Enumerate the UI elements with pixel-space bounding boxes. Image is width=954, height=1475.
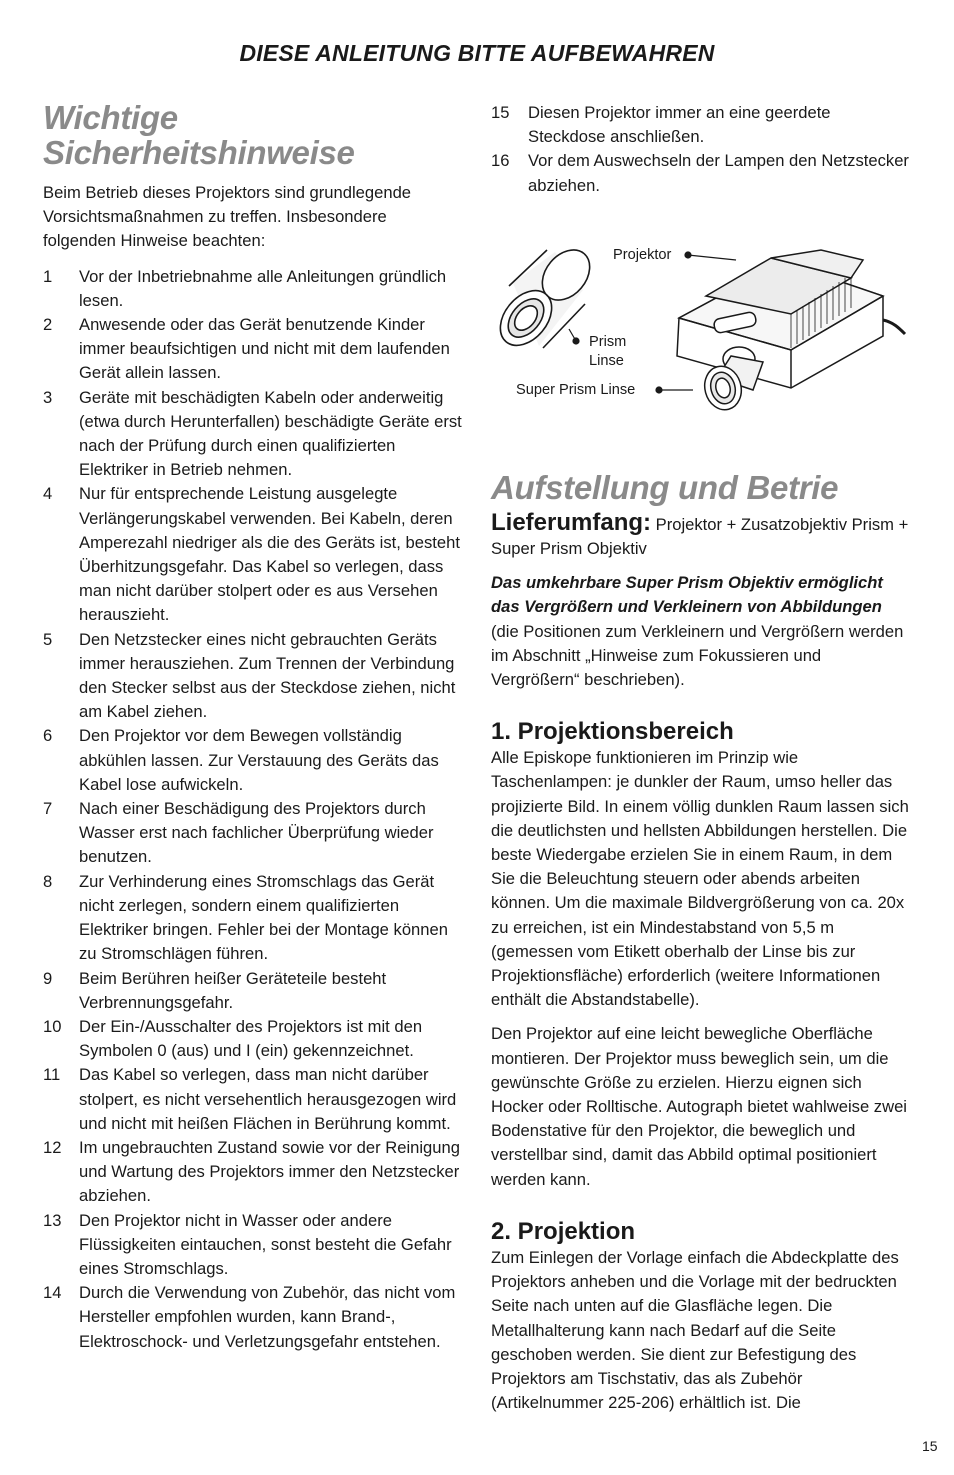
safety-rule-text: Nach einer Beschädigung des Projektors durch Wasser erst nach fachlicher Überprüfung wieder benutzen. [79, 799, 434, 867]
safety-rule-text: Den Projektor nicht in Wasser oder andere Flüssigkeiten eintauchen, sonst besteht die Gefahr eines Stromschlags. [79, 1210, 452, 1278]
lieferumfang-text: Projektor + Zusatzobjektiv Prism + Super Prism Objektiv [491, 514, 909, 559]
prism-lens-drawing [491, 241, 599, 356]
safety-rule-number: 10 [43, 1016, 62, 1036]
safety-rule-item [43, 1063, 463, 1136]
safety-rule-item [43, 1136, 463, 1209]
super-prism-rest: (die Positionen zum Verkleinern und Vergrößern werden im Abschnitt „Hinweise zum Fokussieren und Vergrößern“ beschrieben). [491, 621, 904, 690]
safety-rule-text: Das Kabel so verlegen, dass man nicht darüber stolpert, es nicht versehentlich herausgezogen wird und nicht mit heißen Flächen in Berührung kommt. [79, 1065, 457, 1133]
safety-rule-text: Geräte mit beschädigten Kabeln oder anderweitig (etwa durch Herunterfallen) beschädigte Geräte erst nach der Prüfung durch einen qualifizierten Elektriker in Betrieb nehmen. [79, 387, 462, 480]
left-column [43, 100, 463, 1354]
safety-rule-item [491, 101, 911, 149]
projector-body-drawing [677, 250, 905, 414]
safety-rules-list-continued [491, 101, 911, 198]
safety-rule-item [43, 1209, 463, 1282]
safety-rule-number: 3 [43, 387, 53, 407]
setup-heading: Aufstellung und Betrie [491, 468, 839, 506]
label-super-prism: Super Prism Linse [516, 381, 636, 398]
safety-rule-number: 14 [43, 1283, 62, 1303]
page-number: 15 [922, 1438, 938, 1454]
safety-rule-text: Diesen Projektor immer an eine geerdete Steckdose anschließen. [528, 103, 831, 147]
safety-rule-text: Im ungebrauchten Zustand sowie vor der Reinigung und Wartung des Projektors immer den Netzstecker abziehen. [79, 1137, 460, 1206]
safety-rule-item [43, 386, 463, 483]
label-prism-line1: Prism [589, 333, 627, 350]
projektionsbereich-p1: Alle Episkope funktionieren im Prinzip wie Taschenlampen: je dunkler der Raum, umso heller das projizierte Bild. In einem völlig dunklen Raum lassen sich die deutlichsten und hellsten Abbildungen herstellen. Die beste Wiedergabe erzielen Sie in einem Raum, in dem Sie die Beleuchtung steuern oder abends arbeiten können. Um die maximale Bildvergrößerung von ca. 20x zu erreichen, ist ein Mindestabstand von 5,5 m (gemessen vom Etikett oberhalb der Linse bis zur Projektionsfläche) erforderlich (weitere Informationen enthält die Abstandstabelle). [491, 748, 909, 1010]
safety-heading-line1: Wichtige [43, 99, 178, 136]
safety-rule-item [43, 870, 463, 967]
safety-rule-text: Beim Berühren heißer Geräteteile besteht Verbrennungsgefahr. [79, 968, 387, 1012]
safety-rule-text: Vor der Inbetriebnahme alle Anleitungen gründlich lesen. [79, 266, 447, 310]
safety-rule-number: 5 [43, 629, 53, 649]
safety-rule-number: 7 [43, 799, 53, 819]
label-projektor: Projektor [613, 246, 672, 263]
safety-rule-item [43, 797, 463, 870]
safety-rule-text: Den Netzstecker eines nicht gebrauchten Geräts immer herausziehen. Zum Trennen der Verbindung den Stecker selbst aus der Steckdose ziehen, nicht am Kabel ziehen. [79, 629, 456, 722]
safety-rule-text: Nur für entsprechende Leistung ausgelegte Verlängerungskabel verwenden. Bei Kabeln, deren Amperezahl niedriger als die des Geräts ist, besteht Überhitzungsgefahr. Das Kabel so verlegen, dass man nicht darüber stolpert oder es aus Versehen herauszieht. [79, 484, 460, 625]
safety-rule-number: 4 [43, 484, 53, 504]
safety-rule-number: 16 [491, 151, 510, 171]
safety-rule-item [491, 149, 911, 197]
safety-intro: Beim Betrieb dieses Projektors sind grundlegende Vorsichtsmaßnahmen zu treffen. Insbesondere folgenden Hinweise beachten: [43, 183, 412, 251]
super-prism-bold: Das umkehrbare Super Prism Objektiv ermöglicht das Vergrößern und Verkleinern von Abbildungen [491, 573, 883, 617]
safety-rule-number: 15 [491, 103, 510, 122]
projektion-p1: Zum Einlegen der Vorlage einfach die Abdeckplatte des Projektors anheben und die Vorlage mit der bedruckten Seite nach unten auf die Glasfläche legen. Die Metallhalterung kann nach Bedarf auf die Seite geschoben werden. Sie dient zur Befestigung des Projektors am Tischstativ, das als Zubehör (Artikelnummer 225-206) erhältlich ist. Die [491, 1247, 899, 1413]
projektion-heading: 2. Projektion [491, 1217, 636, 1245]
lieferumfang-paragraph [491, 509, 911, 561]
safety-rule-item [43, 967, 463, 1015]
safety-rule-item [43, 482, 463, 627]
safety-rule-text: Anwesende oder das Gerät benutzende Kinder immer beaufsichtigen und nicht mit dem laufenden Gerät allein lassen. [79, 315, 450, 383]
right-column [491, 101, 911, 1415]
page-banner: DIESE ANLEITUNG BITTE AUFBEWAHREN [239, 40, 715, 66]
safety-rule-text: Durch die Verwendung von Zubehör, das nicht vom Hersteller empfohlen wurden, kann Brand-, Elektroschock- und Verletzungsgefahr entstehen. [79, 1283, 456, 1351]
safety-rule-item [43, 724, 463, 797]
safety-rule-number: 6 [43, 726, 53, 746]
safety-rule-item [43, 1015, 463, 1063]
safety-rule-item [43, 628, 463, 725]
safety-rule-text: Zur Verhinderung eines Stromschlags das Gerät nicht zerlegen, sondern einem qualifizierten Elektriker bringen. Fehler bei der Montage können zu Stromschlägen führen. [79, 871, 448, 964]
safety-rule-number: 8 [43, 871, 53, 891]
safety-rule-number: 2 [43, 315, 53, 335]
label-prism-line2: Linse [589, 352, 624, 369]
safety-rule-item [43, 265, 463, 313]
safety-rule-number: 12 [43, 1137, 62, 1157]
safety-rule-number: 11 [43, 1065, 61, 1085]
safety-rule-number: 13 [43, 1210, 62, 1230]
safety-heading [43, 100, 463, 170]
safety-heading-line2: Sicherheitshinweise [43, 134, 355, 171]
safety-rule-item [43, 1281, 463, 1354]
projektionsbereich-p2: Den Projektor auf eine leicht bewegliche Oberfläche montieren. Der Projektor muss beweglich sein, um die gewünschte Größe zu erzielen. Hierzu eignen sich Hocker oder Rolltische. Autograph bietet wahlweise zwei Bodenstative für den Projektor, die beweglich und verstellbar sind, damit das Abbild optimal positioniert werden kann. [491, 1024, 907, 1189]
safety-rule-number: 9 [43, 968, 53, 988]
safety-rule-text: Der Ein-/Ausschalter des Projektors ist mit den Symbolen 0 (aus) und I (ein) gekennzeichnet. [79, 1016, 423, 1061]
safety-rule-number: 1 [43, 266, 53, 286]
safety-rules-list [43, 265, 463, 1354]
super-prism-paragraph [491, 571, 911, 692]
lieferumfang-label: Lieferumfang: [491, 508, 652, 536]
safety-rule-text: Vor dem Auswechseln der Lampen den Netzstecker abziehen. [528, 151, 909, 195]
projector-figure [491, 238, 911, 428]
safety-rule-item [43, 313, 463, 386]
safety-rule-text: Den Projektor vor dem Bewegen vollständig abkühlen lassen. Zur Verstauung des Geräts das Kabel lose aufwickeln. [79, 726, 439, 794]
projektionsbereich-heading: 1. Projektionsbereich [491, 718, 734, 746]
